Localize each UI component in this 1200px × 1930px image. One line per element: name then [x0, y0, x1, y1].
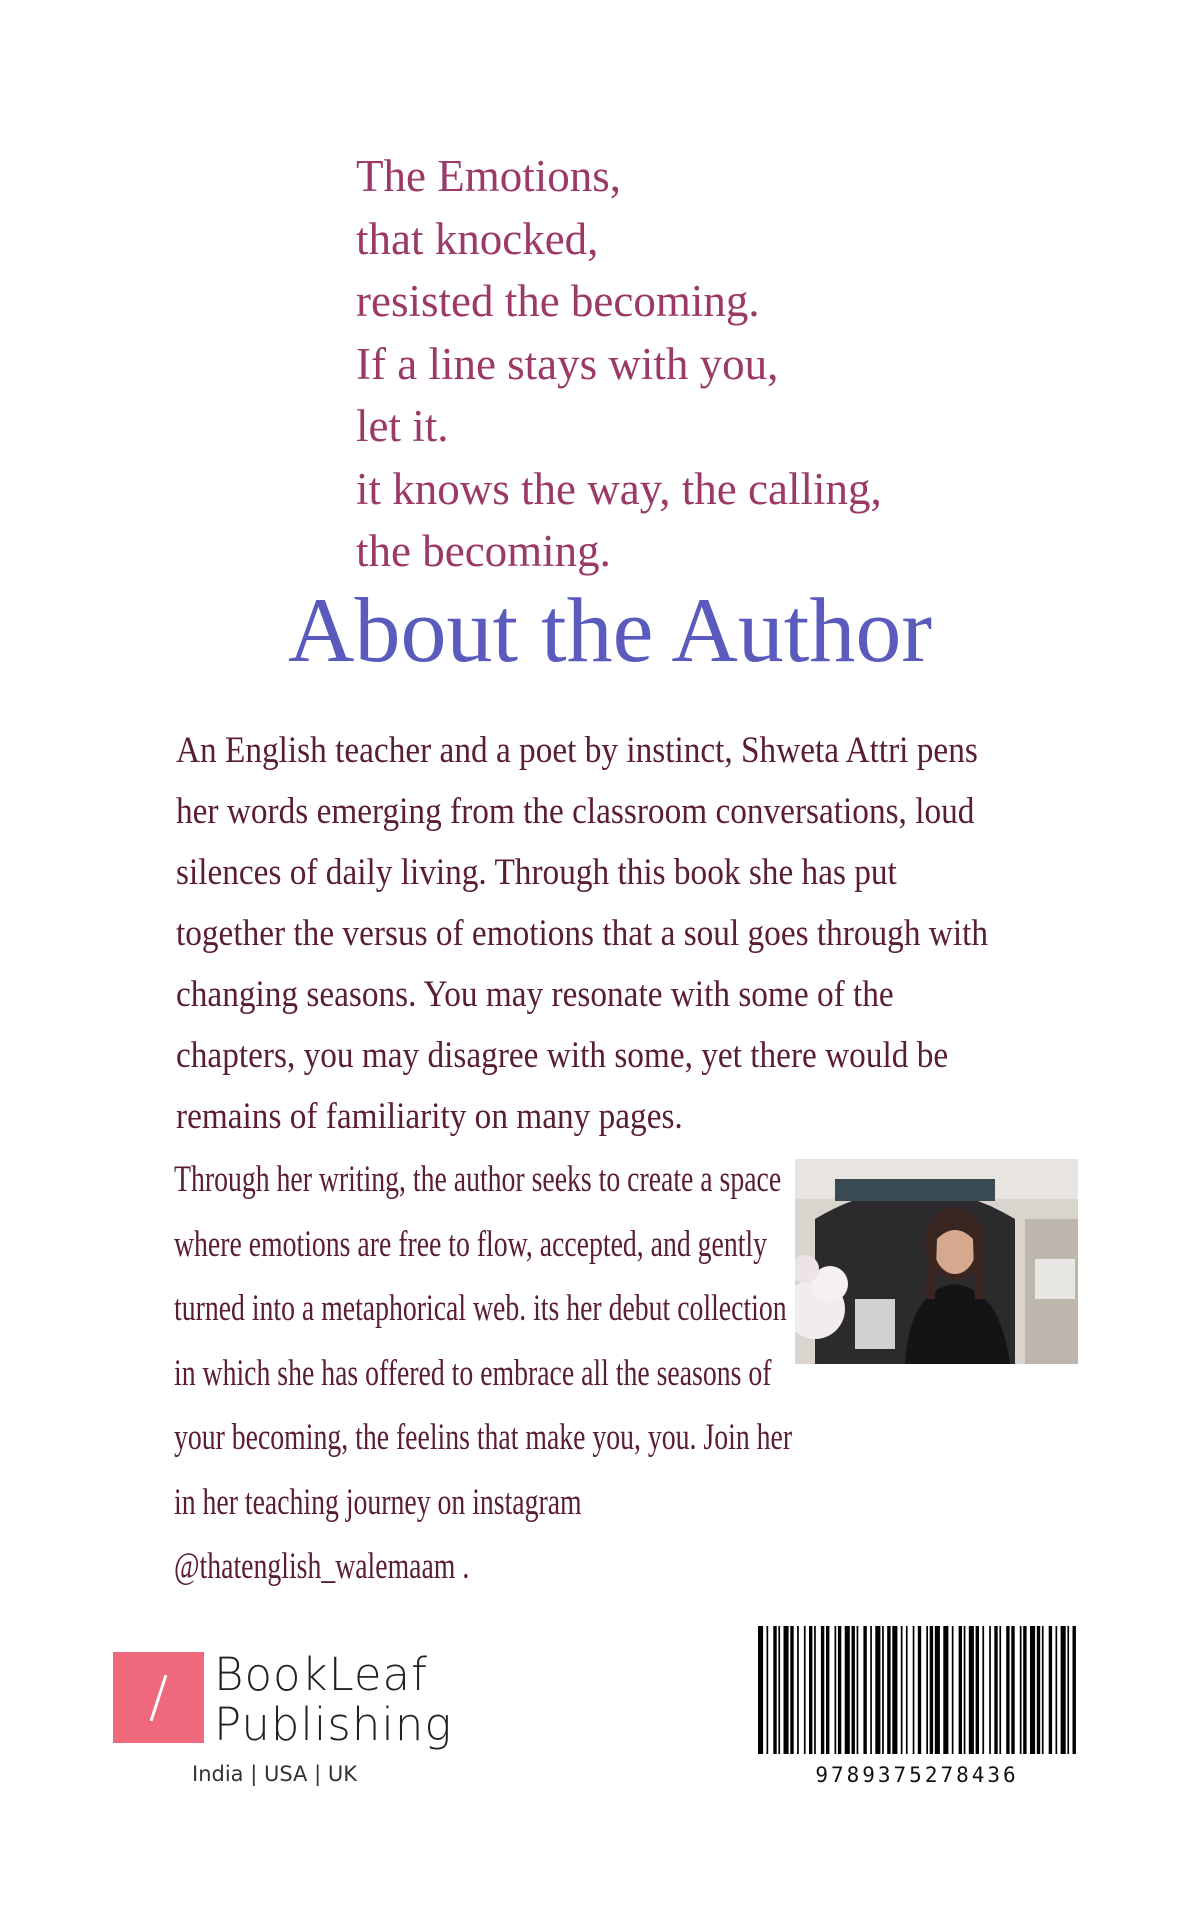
barcode-bar: [964, 1626, 966, 1754]
barcode-bar: [913, 1626, 915, 1754]
barcode-bar: [875, 1626, 880, 1754]
author-photo-illustration: [795, 1159, 1078, 1364]
barcode-bar: [1030, 1626, 1035, 1754]
barcode-bar: [767, 1626, 769, 1754]
bookleaf-logo-mark: [113, 1652, 204, 1743]
bio-line: @thatenglish_walemaam .: [174, 1546, 470, 1587]
barcode-bar: [952, 1626, 954, 1754]
about-author-heading: About the Author: [288, 579, 932, 681]
barcode-bar: [809, 1626, 812, 1754]
barcode-bar: [906, 1626, 908, 1754]
barcode-bar: [845, 1626, 850, 1754]
barcode-bar: [959, 1626, 962, 1754]
barcode-bar: [892, 1626, 897, 1754]
barcode-bar: [1006, 1626, 1009, 1754]
poem-line: The Emotions,: [356, 151, 621, 201]
barcode-bar: [926, 1626, 928, 1754]
author-bio-paragraph-2: [174, 1148, 793, 1600]
poem-line: that knocked,: [356, 213, 599, 264]
isbn-barcode: [758, 1626, 1076, 1754]
bio-line: where emotions are free to flow, accepted, and gently: [174, 1223, 768, 1265]
barcode-bar: [857, 1626, 859, 1754]
barcode-bar: [1023, 1626, 1026, 1754]
barcode-bar: [758, 1626, 763, 1754]
barcode-bar: [814, 1626, 816, 1754]
barcode-bar: [835, 1626, 837, 1754]
isbn-number: 9789375278436: [815, 1763, 1019, 1787]
publisher-name-line2: Publishing: [214, 1698, 453, 1751]
barcode-bar: [826, 1626, 829, 1754]
bio-line: remains of familiarity on many pages.: [176, 1096, 683, 1137]
barcode-bar: [790, 1626, 793, 1754]
barcode-bar: [969, 1626, 974, 1754]
barcode-bar: [1073, 1626, 1076, 1754]
barcode-bar: [1020, 1626, 1022, 1754]
barcode-bar: [1011, 1626, 1014, 1754]
bio-line: in her teaching journey on instagram: [174, 1481, 582, 1523]
barcode-bar: [882, 1626, 884, 1754]
barcode-bar: [982, 1626, 984, 1754]
barcode-bar: [976, 1626, 979, 1754]
publisher-name-line1: BookLeaf: [214, 1648, 428, 1701]
barcode-bar: [930, 1626, 933, 1754]
barcode-bar: [1042, 1626, 1044, 1754]
barcode-bar: [989, 1626, 991, 1754]
barcode-bar: [797, 1626, 799, 1754]
bio-line: silences of daily living. Through this book she has put: [176, 852, 897, 893]
bio-line: in which she has offered to embrace all the seasons of: [174, 1352, 772, 1394]
poem-line: let it.: [356, 401, 449, 451]
bio-line: turned into a metaphorical web. its her debut collection: [174, 1288, 787, 1329]
bio-line: An English teacher and a poet by instinct, Shweta Attri pens: [176, 730, 978, 771]
barcode-bar: [901, 1626, 903, 1754]
barcode-bar: [1067, 1626, 1069, 1754]
publisher-regions: India | USA | UK: [192, 1762, 357, 1786]
barcode-bar: [887, 1626, 890, 1754]
barcode-bar: [804, 1626, 806, 1754]
barcode-bar: [852, 1626, 855, 1754]
barcode-bar: [870, 1626, 872, 1754]
barcode-bar: [863, 1626, 866, 1754]
bio-line: changing seasons. You may resonate with some of the: [176, 974, 894, 1015]
poem-line: resisted the becoming.: [356, 276, 760, 326]
bio-line: your becoming, the feelins that make you, you. Join her: [174, 1417, 793, 1458]
barcode-bar: [1049, 1626, 1052, 1754]
barcode-bar: [999, 1626, 1001, 1754]
bio-line: chapters, you may disagree with some, yet there would be: [176, 1035, 949, 1076]
poem-line: it knows the way, the calling,: [356, 463, 882, 514]
poem-line: the becoming.: [356, 526, 611, 576]
barcode-bar: [838, 1626, 841, 1754]
bio-line: Through her writing, the author seeks to create a space: [174, 1159, 782, 1200]
author-bio-paragraph-1: [176, 720, 1004, 1147]
poem: [356, 145, 1056, 583]
barcode-bar: [1061, 1626, 1066, 1754]
barcode-bar: [778, 1626, 780, 1754]
barcode-bar: [918, 1626, 921, 1754]
bio-line: her words emerging from the classroom conversations, loud: [176, 791, 975, 832]
barcode-bar: [994, 1626, 997, 1754]
barcode-bar: [773, 1626, 776, 1754]
author-photo: [795, 1159, 1078, 1364]
barcode-bar: [1056, 1626, 1058, 1754]
barcode-bar: [821, 1626, 824, 1754]
poem-line: If a line stays with you,: [356, 338, 779, 389]
barcode-bar: [784, 1626, 789, 1754]
barcode-bar: [943, 1626, 948, 1754]
barcode-bar: [1037, 1626, 1040, 1754]
bio-line: together the versus of emotions that a soul goes through with: [176, 913, 989, 954]
barcode-bar: [935, 1626, 940, 1754]
